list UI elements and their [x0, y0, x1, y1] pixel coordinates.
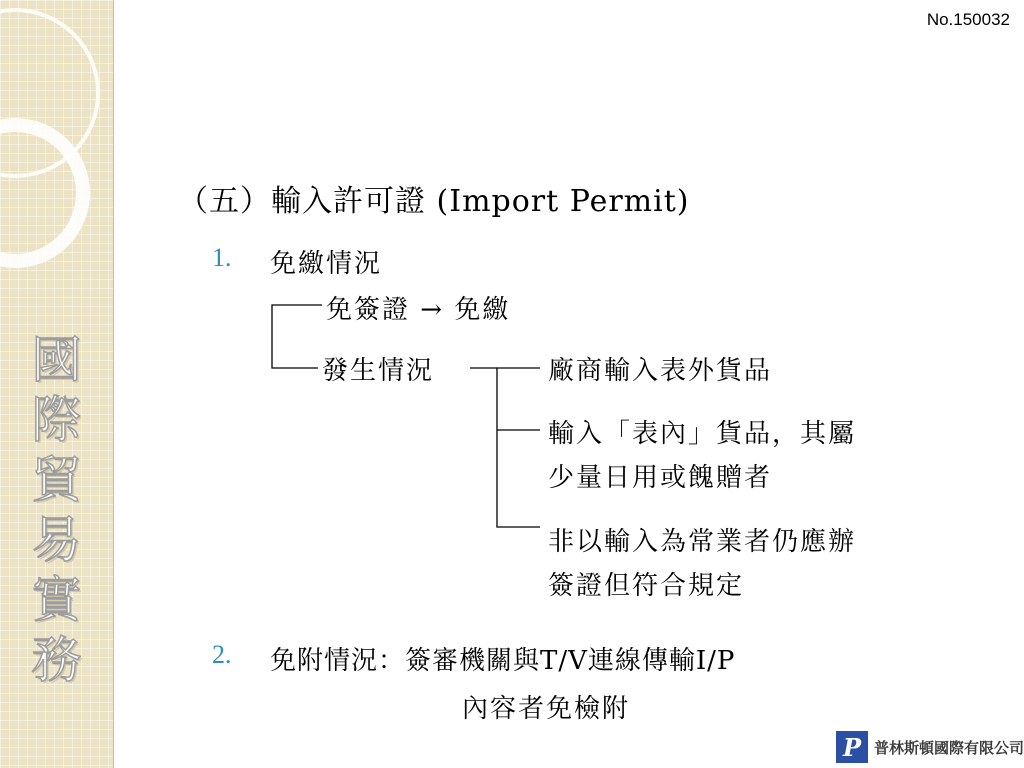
sub-case-3-line1: 非以輸入為常業者仍應辦: [548, 527, 857, 557]
item1-title: 免繳情況: [270, 249, 383, 279]
item2-number: 2.: [212, 640, 232, 669]
sidebar-title-char: 際: [31, 391, 82, 449]
branch-occurrence: 發生情況: [322, 356, 435, 386]
sidebar-title-char: 貿: [31, 451, 82, 509]
item1-number: 1.: [212, 243, 232, 272]
sub-case-2-line1: 輸入「表內」貨品，其屬: [548, 419, 857, 449]
logo-mark-icon: P: [836, 731, 868, 763]
company-name: 普林斯頓國際有限公司: [874, 738, 1024, 757]
sub-case-2: [548, 412, 856, 500]
sub-case-3-line2: 簽證但符合規定: [548, 571, 745, 601]
sidebar-vertical-title: [0, 330, 113, 690]
sidebar-title-char: 務: [31, 631, 82, 689]
sidebar-title-char: 國: [31, 331, 82, 389]
branch-visa-exempt: 免簽證 → 免繳: [326, 295, 511, 325]
sidebar-title-char: 易: [31, 511, 82, 569]
bracket-main: [272, 305, 322, 368]
item2-continuation: 內容者免檢附: [462, 694, 631, 724]
sidebar-title-char: 實: [31, 571, 82, 629]
section-heading: （五）輸入許可證 (Import Permit): [178, 184, 690, 219]
slide-number: No.150032: [926, 10, 1010, 29]
bracket-sub: [497, 368, 540, 527]
sub-case-2-line2: 少量日用或餽贈者: [548, 463, 773, 493]
sub-case-3: [548, 520, 856, 608]
sub-case-1: 廠商輸入表外貨品: [548, 356, 773, 386]
sidebar-decoration: [0, 0, 114, 768]
company-logo: [836, 730, 1024, 764]
item2-text: 免附情況：簽審機關與T/V連線傳輸I/P: [270, 646, 736, 676]
